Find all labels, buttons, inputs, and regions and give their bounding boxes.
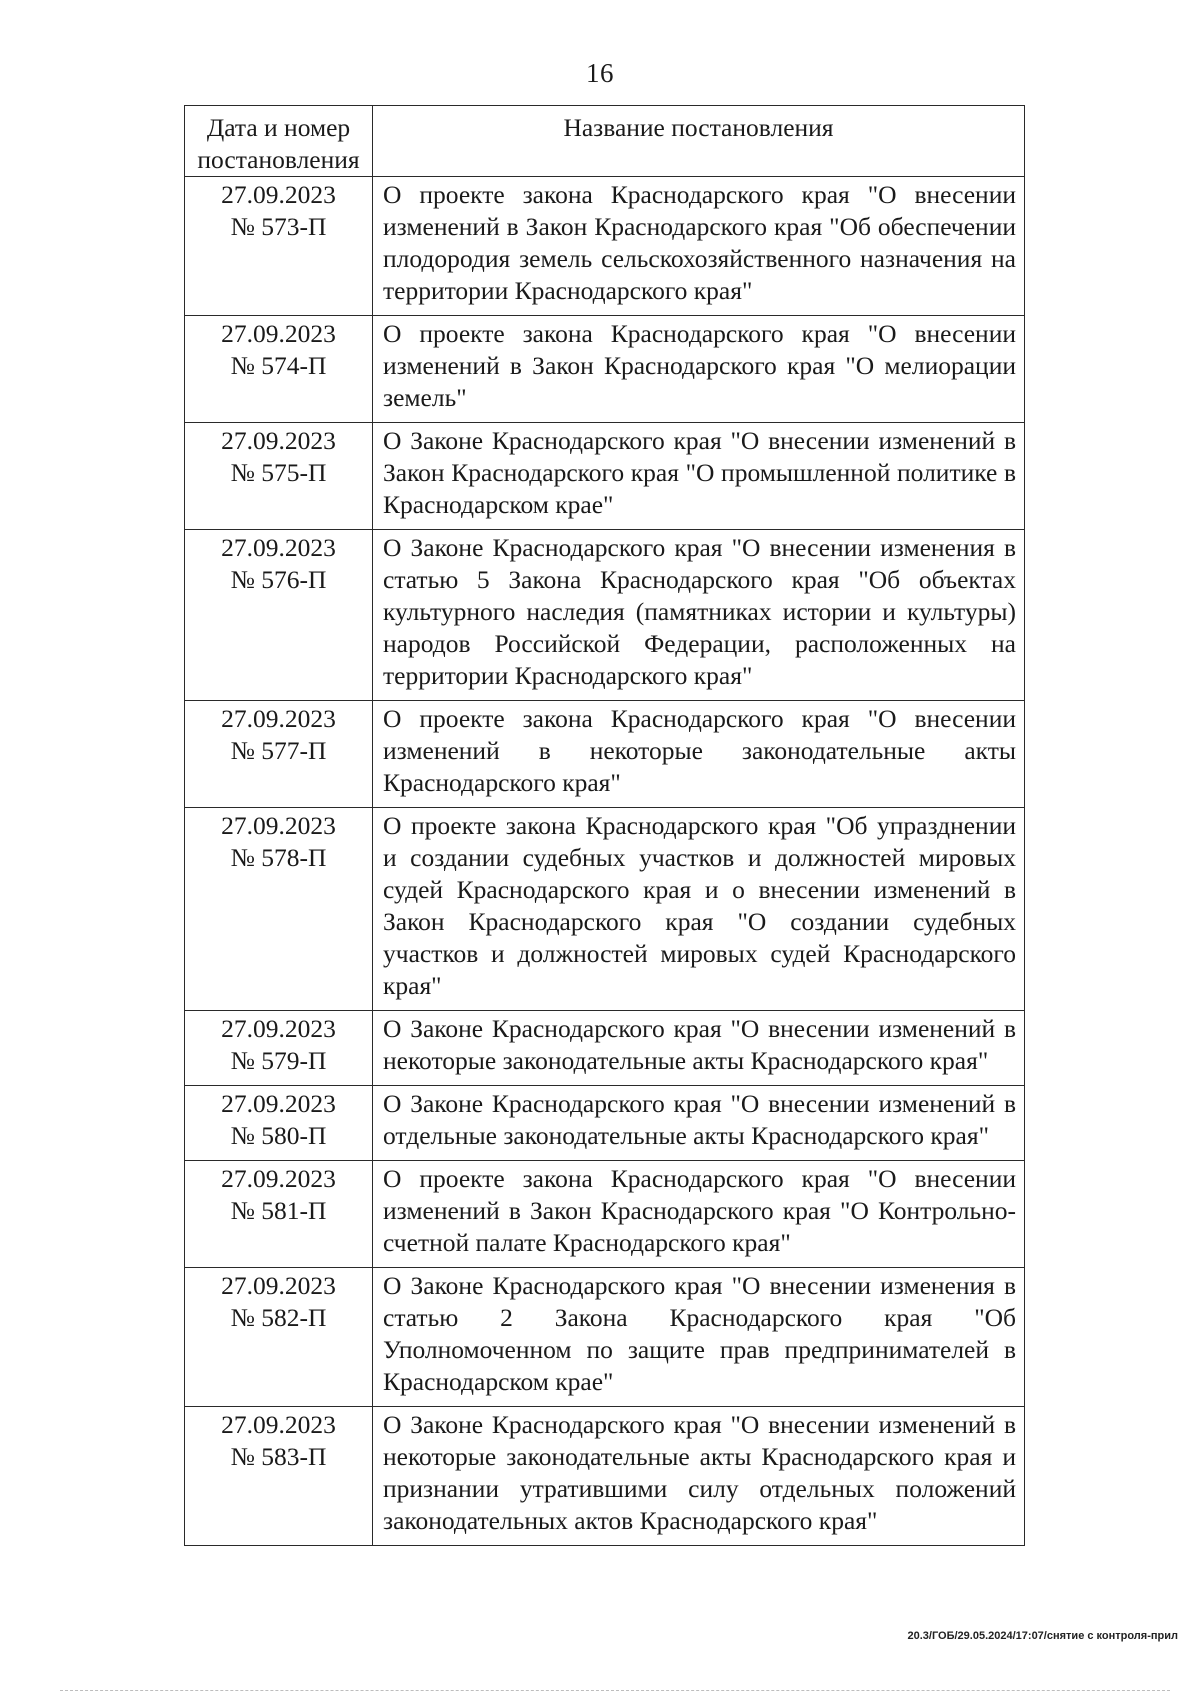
table-row (185, 1011, 1025, 1086)
decree-title: О проекте закона Краснодарского края "Об упразднении и создании судебных участков и должностей мировых судей Краснодарского края и о внесении изменений в Закон Краснодарского края "О создании судебных участков и должностей мировых судей Краснодарского края" (373, 808, 1025, 1011)
table-row (185, 1407, 1025, 1546)
decree-date: 27.09.2023 (221, 1164, 336, 1193)
decree-date-number-cell (185, 1161, 373, 1268)
table-row (185, 1086, 1025, 1161)
decree-title: О проекте закона Краснодарского края "О внесении изменений в некоторые законодательные акты Краснодарского края" (373, 701, 1025, 808)
decree-number: № 577-П (230, 736, 327, 765)
decree-date-number-cell (185, 177, 373, 316)
decree-number: № 581-П (230, 1196, 327, 1225)
decree-date: 27.09.2023 (221, 1089, 336, 1118)
decree-date: 27.09.2023 (221, 180, 336, 209)
table-row (185, 1161, 1025, 1268)
page-number: 16 (586, 58, 614, 88)
decree-date-number-cell (185, 316, 373, 423)
decree-date-number-cell (185, 1268, 373, 1407)
decree-title: О проекте закона Краснодарского края "О внесении изменений в Закон Краснодарского края "Об обеспечении плодородия земель сельскохозяйственного назначения на территории Краснодарского края" (373, 177, 1025, 316)
decree-date-number-cell (185, 1011, 373, 1086)
decree-date-number-cell (185, 701, 373, 808)
scan-edge-line (60, 1690, 1170, 1691)
header-decree-title: Название постановления (373, 106, 1025, 177)
decree-date: 27.09.2023 (221, 319, 336, 348)
decree-date-number-cell (185, 1407, 373, 1546)
table-row (185, 1268, 1025, 1407)
table-row (185, 808, 1025, 1011)
decree-number: № 574-П (230, 351, 327, 380)
decree-date: 27.09.2023 (221, 811, 336, 840)
decrees-table (184, 105, 1025, 1546)
decree-date: 27.09.2023 (221, 704, 336, 733)
decree-number: № 582-П (230, 1303, 327, 1332)
decree-date: 27.09.2023 (221, 1014, 336, 1043)
table-row (185, 423, 1025, 530)
table-body (185, 177, 1025, 1546)
table-row (185, 530, 1025, 701)
table-row (185, 316, 1025, 423)
decree-date: 27.09.2023 (221, 533, 336, 562)
decree-title: О Законе Краснодарского края "О внесении изменений в некоторые законодательные акты Краснодарского края" (373, 1011, 1025, 1086)
decree-title: О Законе Краснодарского края "О внесении изменений в Закон Краснодарского края "О промышленной политике в Краснодарском крае" (373, 423, 1025, 530)
decree-number: № 579-П (230, 1046, 327, 1075)
decree-title: О проекте закона Краснодарского края "О внесении изменений в Закон Краснодарского края "О Контрольно-счетной палате Краснодарского края" (373, 1161, 1025, 1268)
decree-title: О Законе Краснодарского края "О внесении изменений в некоторые законодательные акты Краснодарского края и признании утратившими силу отдельных положений законодательных актов Краснодарского края" (373, 1407, 1025, 1546)
decree-title: О Законе Краснодарского края "О внесении изменения в статью 5 Закона Краснодарского края "Об объектах культурного наследия (памятниках истории и культуры) народов Российской Федерации, расположенных на территории Краснодарского края" (373, 530, 1025, 701)
decree-date-number-cell (185, 1086, 373, 1161)
decree-number: № 573-П (230, 212, 327, 241)
decree-number: № 580-П (230, 1121, 327, 1150)
table-row (185, 701, 1025, 808)
decree-date-number-cell (185, 808, 373, 1011)
registration-stamp: 20.3/ГОБ/29.05.2024/17:07/снятие с контроля-прил (907, 1630, 1178, 1642)
decree-date: 27.09.2023 (221, 1271, 336, 1300)
decree-date: 27.09.2023 (221, 1410, 336, 1439)
decree-title: О Законе Краснодарского края "О внесении изменения в статью 2 Закона Краснодарского края "Об Уполномоченном по защите прав предпринимателей в Краснодарском крае" (373, 1268, 1025, 1407)
decree-date: 27.09.2023 (221, 426, 336, 455)
decree-title: О Законе Краснодарского края "О внесении изменений в отдельные законодательные акты Краснодарского края" (373, 1086, 1025, 1161)
table-row (185, 177, 1025, 316)
decree-title: О проекте закона Краснодарского края "О внесении изменений в Закон Краснодарского края "О мелиорации земель" (373, 316, 1025, 423)
decree-number: № 578-П (230, 843, 327, 872)
table-header-row (185, 106, 1025, 177)
decree-number: № 576-П (230, 565, 327, 594)
decree-date-number-cell (185, 530, 373, 701)
decree-number: № 583-П (230, 1442, 327, 1471)
decree-date-number-cell (185, 423, 373, 530)
decree-number: № 575-П (230, 458, 327, 487)
header-date-number: Дата и номер постановления (185, 106, 373, 177)
